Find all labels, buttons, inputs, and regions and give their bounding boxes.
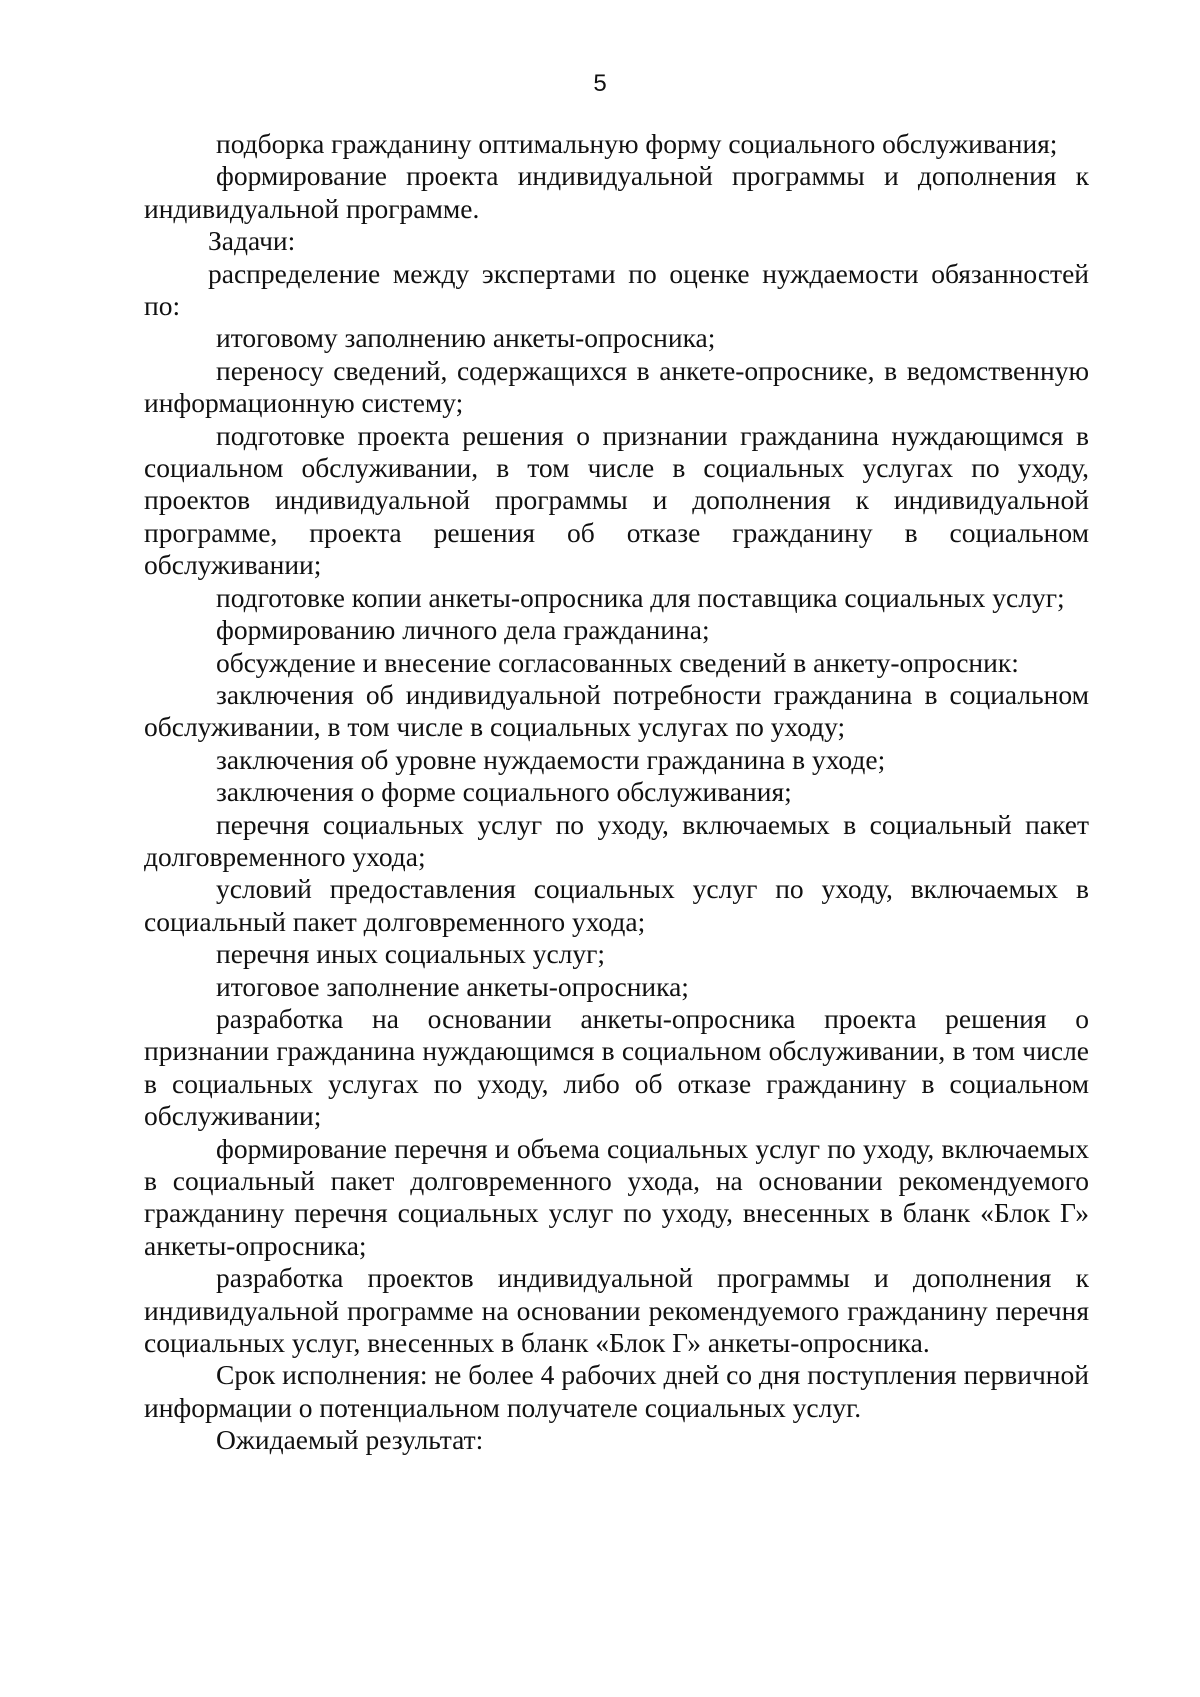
paragraph-19: формирование перечня и объема социальных услуг по уходу, включаемых в социальный пакет долговременного ухода, на основании рекомендуемого гражданину перечня социальных услуг по уходу, внесенных в бланк «Блок Г» анкеты-опросника; (144, 1132, 1089, 1261)
paragraph-8: подготовке копии анкеты-опросника для поставщика социальных услуг; (216, 581, 1065, 613)
paragraph-14: перечня социальных услуг по уходу, включаемых в социальный пакет долговременного ухода; (144, 808, 1089, 872)
paragraph-22: Ожидаемый результат: (216, 1424, 484, 1456)
paragraph-21: Срок исполнения: не более 4 рабочих дней со дня поступления первичной информации о потенциальном получателе социальных услуг. (144, 1359, 1089, 1423)
paragraph-18: разработка на основании анкеты-опросника проекта решения о признании гражданина нуждающимся в социальном обслуживании, в том числе в социальных услугах по уходу, либо об отказе гражданину в социальном обслуживании; (144, 1002, 1089, 1132)
paragraph-16: перечня иных социальных услуг; (216, 938, 606, 970)
paragraph-4: распределение между экспертами по оценке нуждаемости обязанностей по: (144, 257, 1089, 322)
paragraph-20: разработка проектов индивидуальной программы и дополнения к индивидуальной программе на основании рекомендуемого гражданину перечня социальных услуг, внесенных в бланк «Блок Г» анкеты-опросника. (144, 1262, 1089, 1359)
paragraph-tasks-heading: Задачи: (208, 225, 296, 257)
paragraph-9: формированию личного дела гражданина; (216, 614, 710, 646)
paragraph-7: подготовке проекта решения о признании гражданина нуждающимся в социальном обслуживании, в том числе в социальных услугах по уходу, проектов индивидуальной программы и дополнения к индивидуальной программе, проекта решения об отказе гражданину в социальном обслуживании; (144, 419, 1089, 581)
paragraph-10: обсуждение и внесение согласованных сведений в анкету-опросник: (216, 646, 1019, 678)
paragraph-12: заключения об уровне нуждаемости гражданина в уходе; (216, 743, 886, 775)
paragraph-17: итоговое заполнение анкеты-опросника; (216, 970, 689, 1002)
paragraph-13: заключения о форме социального обслуживания; (216, 776, 792, 808)
paragraph-1: подборка гражданину оптимальную форму социального обслуживания; (216, 128, 1058, 159)
paragraph-5: итоговому заполнению анкеты-опросника; (216, 322, 716, 354)
paragraph-15: условий предоставления социальных услуг по уходу, включаемых в социальный пакет долговременного ухода; (144, 873, 1089, 937)
page-number: 5 (593, 70, 607, 97)
paragraph-11: заключения об индивидуальной потребности гражданина в социальном обслуживании, в том числе в социальных услугах по уходу; (144, 678, 1089, 743)
paragraph-6: переносу сведений, содержащихся в анкете-опроснике, в ведомственную информационную систему; (144, 354, 1089, 419)
document-body (144, 128, 1089, 1457)
paragraph-2: формирование проекта индивидуальной программы и дополнения к индивидуальной программе. (144, 160, 1089, 224)
